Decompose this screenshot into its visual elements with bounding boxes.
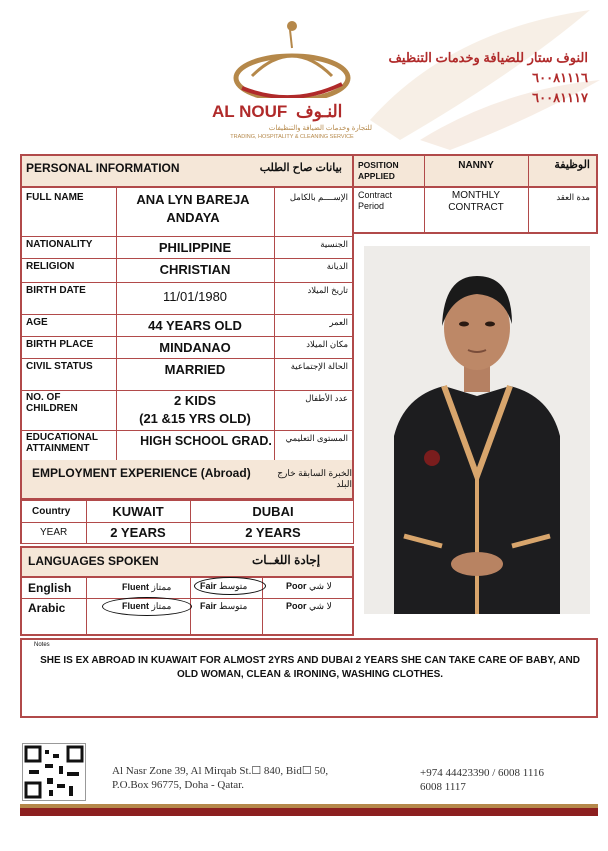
company-name-ar: النـوف bbox=[295, 102, 343, 121]
row-religion bbox=[20, 258, 354, 282]
brand-name-ar: النوف ستار للضيافة وخدمات التنظيف bbox=[388, 50, 588, 65]
civil-status-label: CIVIL STATUS bbox=[26, 361, 93, 372]
employment-section-title-ar: الخبرة السابقة خارج البلد bbox=[277, 468, 352, 489]
position-box bbox=[354, 154, 598, 188]
languages-section-header bbox=[20, 546, 354, 578]
row-age bbox=[20, 314, 354, 336]
footer-phones-1: +974 44423390 / 6008 1116 bbox=[420, 767, 544, 779]
education-value: HIGH SCHOOL GRAD. bbox=[140, 434, 272, 448]
birth-place-label: BIRTH PLACE bbox=[26, 339, 94, 350]
arabic-poor-option: Poor لا شي bbox=[286, 601, 332, 611]
language-english: English bbox=[28, 581, 72, 595]
full-name-label: FULL NAME bbox=[26, 192, 84, 203]
qr-code-icon bbox=[23, 744, 85, 800]
contract-value: MONTHLY CONTRACT bbox=[448, 190, 504, 213]
applicant-photo-image bbox=[364, 246, 590, 614]
english-poor-option: Poor لا شي bbox=[286, 581, 332, 591]
religion-label-ar: الديانة bbox=[326, 261, 348, 271]
company-tagline-ar: للتجارة وخدمات الضيافة والتنظيفات bbox=[268, 125, 372, 132]
age-label-ar: العمر bbox=[329, 317, 348, 327]
employment-table bbox=[20, 500, 354, 544]
civil-status-value: MARRIED bbox=[164, 362, 226, 377]
children-label: NO. OF CHILDREN bbox=[26, 392, 78, 414]
arabic-fluent-option: Fluent ممتاز bbox=[122, 601, 172, 611]
position-value: NANNY bbox=[458, 160, 494, 171]
age-value: 44 YEARS OLD bbox=[148, 318, 242, 333]
footer-address-1: Al Nasr Zone 39, Al Mirqab St.☐ 840, Bid☐ 50, bbox=[112, 765, 329, 777]
arabic-selected-oval bbox=[102, 597, 192, 616]
contract-label: Contract Period bbox=[358, 190, 393, 211]
employment-years-2: 2 YEARS bbox=[245, 525, 301, 540]
applicant-photo bbox=[364, 246, 590, 614]
nationality-label: NATIONALITY bbox=[26, 239, 93, 250]
english-selected-oval bbox=[194, 577, 266, 595]
birth-date-label: BIRTH DATE bbox=[26, 285, 86, 296]
children-label-ar: عدد الأطفال bbox=[305, 393, 348, 403]
birth-date-label-ar: تاريخ الميلاد bbox=[307, 285, 348, 295]
qr-code bbox=[22, 743, 86, 801]
row-education bbox=[20, 430, 354, 460]
personal-section-header bbox=[20, 154, 354, 188]
company-tagline-en: TRADING, HOSPITALITY & CLEANING SERVICE bbox=[230, 134, 354, 140]
birth-date-value: 11/01/1980 bbox=[162, 289, 228, 304]
row-birth-place bbox=[20, 336, 354, 358]
employment-section-header bbox=[20, 460, 354, 500]
header-phone-1: ٦٠٠٨١١١٦ bbox=[532, 70, 588, 85]
civil-status-label-ar: الحالة الإجتماعية bbox=[290, 361, 348, 371]
full-name-value: ANA LYN BAREJA ANDAYA bbox=[136, 192, 250, 225]
nationality-label-ar: الجنسية bbox=[320, 239, 348, 249]
row-birth-date bbox=[20, 282, 354, 314]
education-label-ar: المستوى التعليمي bbox=[285, 433, 348, 443]
personal-section-title: PERSONAL INFORMATION bbox=[26, 161, 180, 175]
nationality-value: PHILIPPINE bbox=[158, 240, 232, 255]
languages-table bbox=[20, 578, 354, 636]
full-name-label-ar: الإســــم بالكامل bbox=[289, 192, 348, 202]
country-label: Country bbox=[32, 506, 71, 517]
row-children bbox=[20, 390, 354, 430]
children-value: 2 KIDS bbox=[174, 393, 216, 408]
languages-section-title: LANGUAGES SPOKEN bbox=[28, 554, 159, 568]
company-logo bbox=[212, 18, 372, 146]
row-nationality bbox=[20, 236, 354, 258]
contract-box bbox=[354, 188, 598, 234]
row-civil-status bbox=[20, 358, 354, 390]
employment-years-1: 2 YEARS bbox=[110, 525, 166, 540]
personal-section-title-ar: بيانات صاح الطلب bbox=[259, 162, 342, 174]
birth-place-label-ar: مكان الميلاد bbox=[306, 339, 348, 349]
contract-label-ar: مدة العقد bbox=[556, 192, 590, 202]
english-fair-option: Fair متوسط bbox=[200, 581, 248, 591]
footer-red-rule bbox=[20, 808, 598, 816]
company-name-en: AL NOUF bbox=[212, 102, 288, 121]
religion-value: CHRISTIAN bbox=[159, 262, 231, 277]
english-fluent-option: Fluent ممتاز bbox=[122, 582, 172, 592]
footer-address-2: P.O.Box 96775, Doha - Qatar. bbox=[112, 779, 244, 791]
position-label: POSITION APPLIED bbox=[358, 160, 399, 181]
logo-cloche-icon bbox=[212, 18, 372, 98]
footer-phones-2: 6008 1117 bbox=[420, 781, 466, 793]
notes-box bbox=[20, 638, 598, 718]
notes-text: SHE IS EX ABROAD IN KUAWAIT FOR ALMOST 2YRS AND DUBAI 2 YEARS SHE CAN TAKE CARE OF BABY, AND OLD WOMAN, CLEAN & IRONING, WASHING CLOTHES. bbox=[40, 655, 580, 680]
religion-label: RELIGION bbox=[26, 261, 75, 272]
position-label-ar: الوظيفة bbox=[554, 159, 590, 171]
arabic-fair-option: Fair متوسط bbox=[200, 601, 248, 611]
age-label: AGE bbox=[26, 317, 48, 328]
notes-label: Notes bbox=[34, 642, 50, 648]
education-label: EDUCATIONAL ATTAINMENT bbox=[26, 432, 98, 454]
languages-section-title-ar: إجادة اللغــات bbox=[252, 553, 321, 567]
employment-country-2: DUBAI bbox=[252, 504, 294, 519]
children-ages-value: (21 &15 YRS OLD) bbox=[139, 411, 251, 426]
birth-place-value: MINDANAO bbox=[159, 340, 231, 355]
employment-country-1: KUWAIT bbox=[112, 504, 164, 519]
row-full-name bbox=[20, 188, 354, 236]
language-arabic: Arabic bbox=[28, 601, 66, 615]
year-label: YEAR bbox=[40, 527, 68, 538]
employment-section-title: EMPLOYMENT EXPERIENCE (Abroad) bbox=[32, 466, 251, 480]
header-phone-2: ٦٠٠٨١١١٧ bbox=[532, 90, 588, 105]
